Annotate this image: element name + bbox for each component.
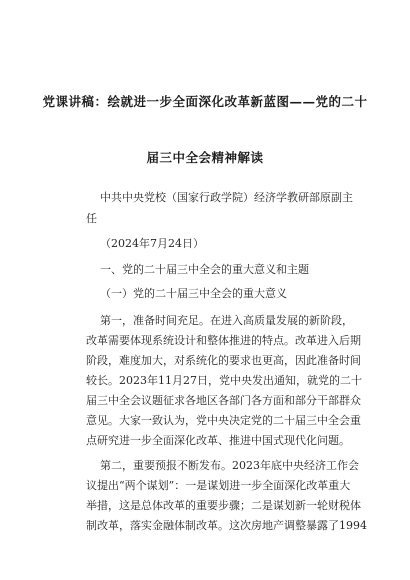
paragraph-1-line: 改革需要体现系统设计和整体推进的特点。改革进入后期: [86, 334, 361, 347]
paragraph-1-line: 第一，准备时间充足。在进入高质量发展的新阶段，: [100, 314, 353, 327]
paragraph-1-line: 点研究进一步全面深化改革、推进中国式现代化问题。: [86, 434, 350, 447]
paragraph-2-line: 举措，这是总体改革的重要步骤；二是谋划新一轮财税体: [86, 499, 361, 512]
paragraph-2-line: 第二，重要预报不断发布。2023年底中央经济工作会: [100, 459, 359, 472]
document-date: （2024年7月24日）: [100, 237, 204, 250]
subsection-heading: （一）党的二十届三中全会的重大意义: [100, 287, 287, 300]
paragraph-1-line: 意见。大家一致认为，党中央决定党的二十届三中全会重: [86, 414, 361, 427]
document-title-line-2: 届三中全会精神解读: [146, 150, 264, 165]
section-heading: 一、党的二十届三中全会的重大意义和主题: [100, 263, 309, 276]
paragraph-1-line: 较长。2023年11月27日，党中央发出通知，就党的二十: [86, 374, 362, 387]
paragraph-1-line: 届三中全会议题征求各地区各部门各方面和部分干部群众: [86, 394, 361, 407]
author-line-2: 任: [86, 212, 97, 225]
document-title-line-1: 党课讲稿：绘就进一步全面深化改革新蓝图——党的二十: [42, 94, 368, 109]
paragraph-2-line: 议提出“两个谋划”：一是谋划进一步全面深化改革重大: [86, 479, 351, 492]
paragraph-2-line: 制改革，落实金融体制改革。这次房地产调整暴露了1994: [86, 519, 367, 532]
author-line-1: 中共中央党校（国家行政学院）经济学教研部原副主: [100, 191, 353, 204]
paragraph-1-line: 阶段，难度加大，对系统化的要求也更高，因此准备时间: [86, 354, 361, 367]
